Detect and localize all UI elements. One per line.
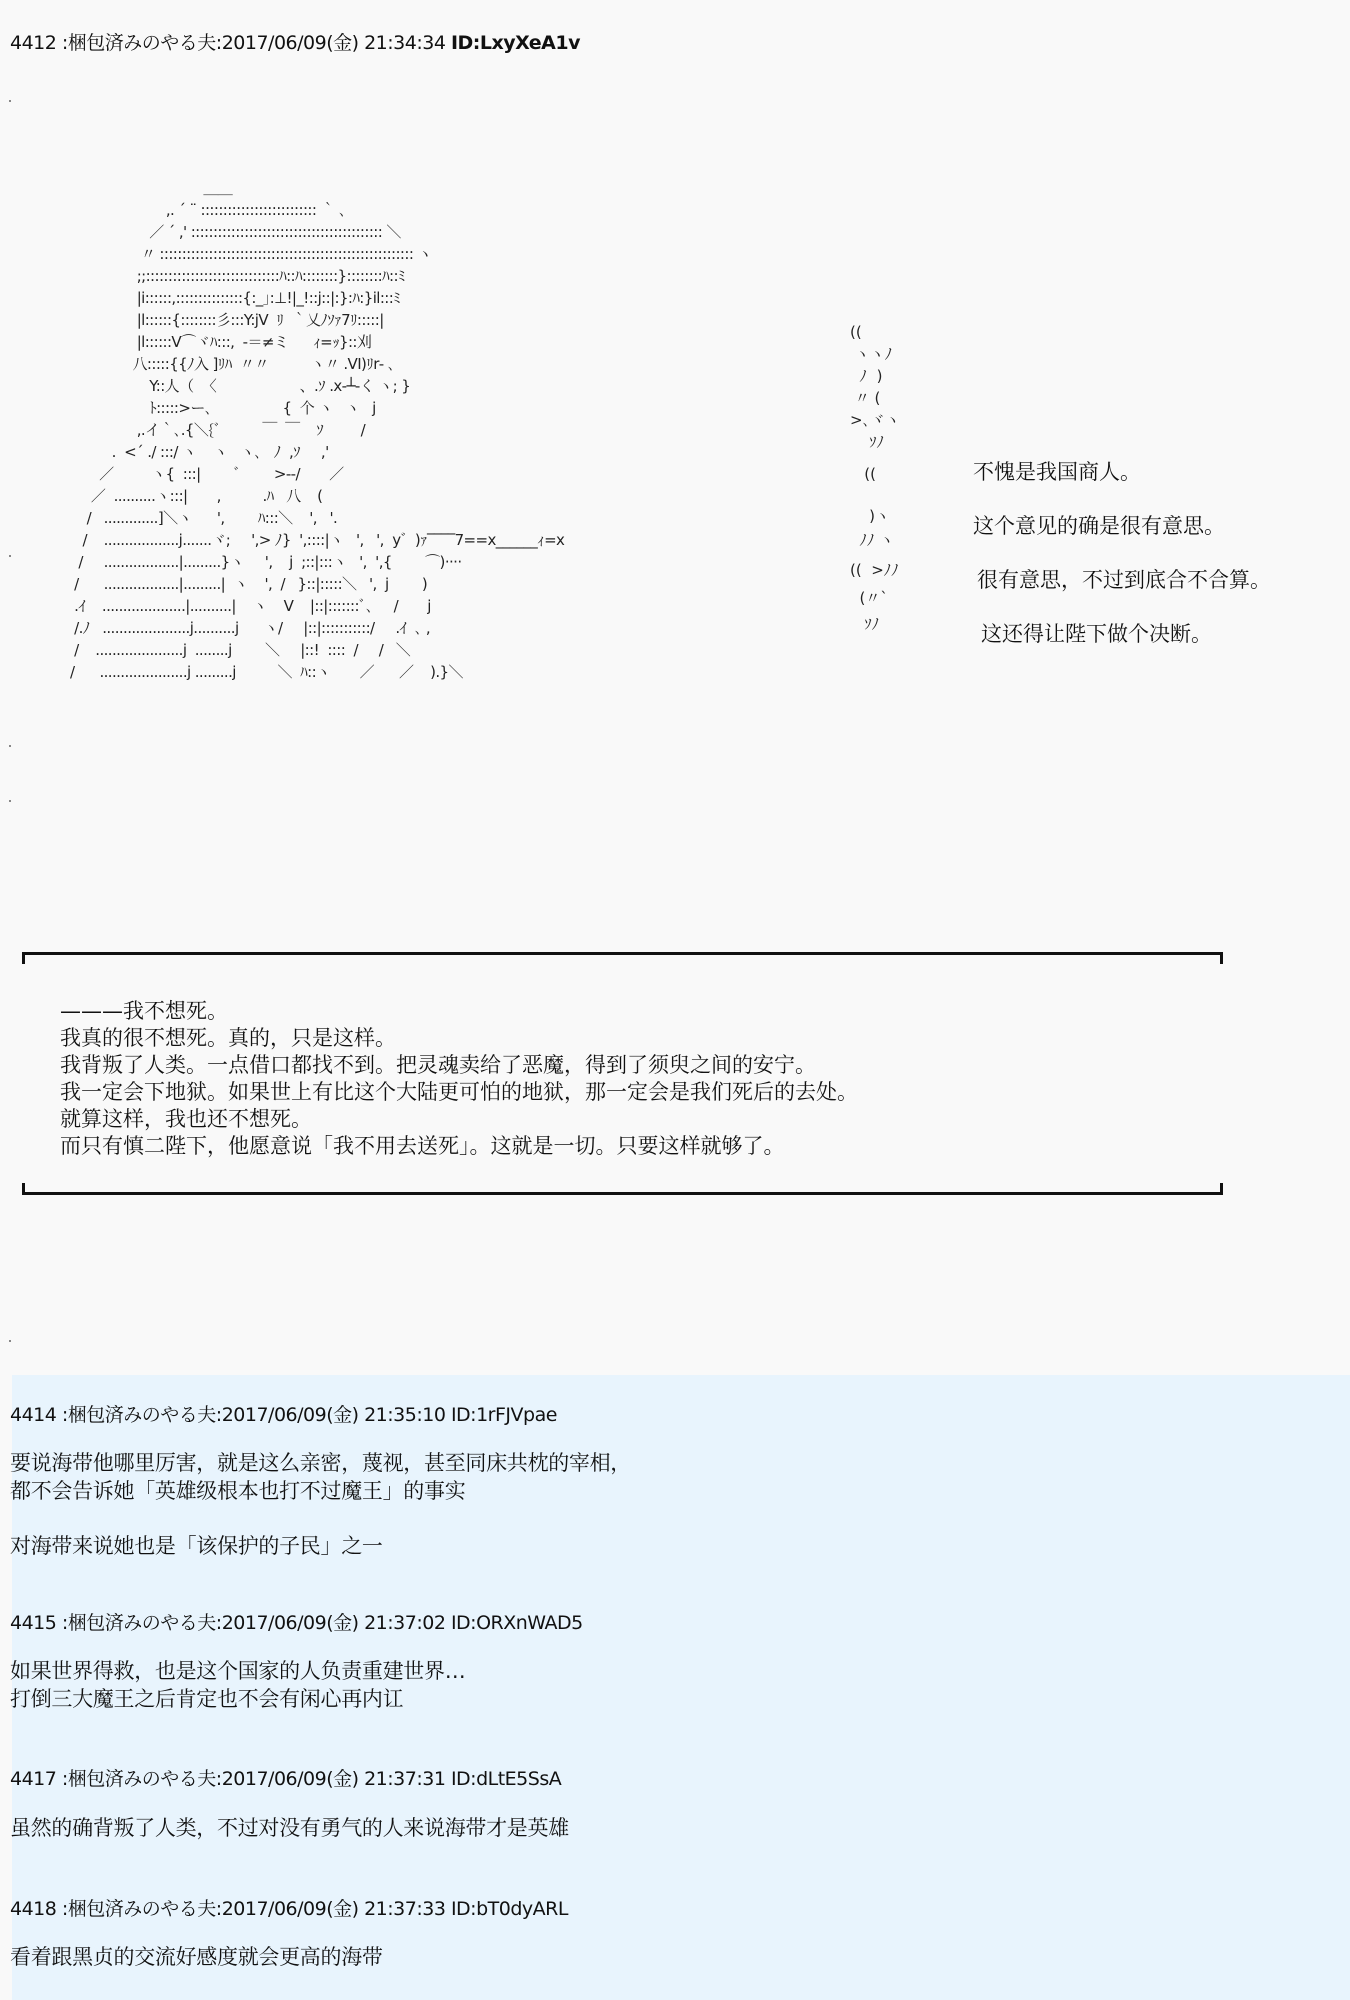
- aa-line: / ..................|.........}ヽ ', j ;::|:::ヽ ', ',{ ⌒)····: [70, 553, 462, 571]
- narration-line: 我背叛了人类。一点借口都找不到。把灵魂卖给了恶魔，得到了须臾之间的安宁。: [60, 1053, 816, 1077]
- dialogue-line: 这还得让陛下做个决断。: [981, 622, 1212, 646]
- post-line: 虽然的确背叛了人类，不过对没有勇气的人来说海带才是英雄: [10, 1816, 569, 1840]
- smoke-line: (( >ﾉﾉ: [850, 561, 899, 579]
- post-header: 4414 :梱包済みのやる夫:2017/06/09(金) 21:35:10 ID:1rFJVpae: [10, 1404, 557, 1426]
- aa-line: |l::::::V⌒ヾﾊ:::, ‐＝≠ミ ｨ=ｯ}::刈: [70, 333, 372, 351]
- post-line: 要说海带他哪里厉害，就是这么亲密，蔑视，甚至同床共枕的宰相，: [10, 1451, 631, 1475]
- post-id[interactable]: ID:LxyXeA1v: [450, 32, 580, 54]
- post-header: 4417 :梱包済みのやる夫:2017/06/09(金) 21:37:31 ID:dLtE5SsA: [10, 1768, 562, 1790]
- post-meta: 4412 :梱包済みのやる夫:2017/06/09(金) 21:34:34: [10, 32, 451, 54]
- dialogue-line: 这个意见的确是很有意思。: [973, 514, 1225, 538]
- aa-line: ,. ´ ¨ :::::::::::::::::::::::::: ｀ ､: [70, 201, 346, 219]
- post-header: 4418 :梱包済みのやる夫:2017/06/09(金) 21:37:33 ID:bT0dyARL: [10, 1898, 568, 1920]
- smoke-line: ﾉ ): [850, 367, 883, 385]
- aa-line: |i::::::,:::::::::::::::{:_｣:⊥!|_!::j::|:}:ﾊ:}il:::ﾐ: [70, 289, 401, 307]
- smoke-line: ((: [850, 323, 862, 341]
- smoke-line: 〃 (: [850, 389, 881, 407]
- aa-line: .ｲ ....................|..........| ヽ V |::|:::::::ﾞ､ / j: [70, 597, 431, 615]
- smoke-line: ｿﾉ: [850, 615, 880, 633]
- edge-dot: [9, 100, 11, 102]
- aa-line: /.ﾉ .....................j..........j ヽ/ |::|:::::::::::/ .ｲ ､ ,: [70, 619, 430, 637]
- smoke-line: ヽヽﾉ: [850, 345, 893, 363]
- edge-dot: [9, 1340, 11, 1342]
- aa-line: . <´ ./ :::/ ヽ ヽ ヽ､ ﾉ ,ｿ ,': [70, 443, 329, 461]
- post-line: 都不会告诉她「英雄级根本也打不过魔王」的事实: [10, 1479, 466, 1503]
- aa-line: 〃 ::::::::::::::::::::::::::::::::::::::::::::::::::::::::: ヽ: [70, 245, 432, 263]
- smoke-line: (〃`: [850, 589, 888, 607]
- post-line: 看着跟黑贞的交流好感度就会更高的海带: [10, 1945, 383, 1969]
- aa-line: ﾄ:::::>ー､ { 个 ヽ ヽ j: [70, 399, 376, 417]
- post-line: 如果世界得救，也是这个国家的人负责重建世界…: [10, 1659, 466, 1683]
- aa-line: |l::::::{::::::::彡:::Y:jV ﾘ ｀乂ﾉｿｧ7ﾘ:::::|: [70, 311, 384, 329]
- narration-line: 而只有慎二陛下，他愿意说「我不用去送死」。这就是一切。只要这样就够了。: [60, 1134, 785, 1158]
- dialogue-line: 不愧是我国商人。: [973, 460, 1141, 484]
- smoke-line: )ヽ: [850, 507, 890, 525]
- edge-dot: [9, 555, 11, 557]
- frame-tick: [22, 1183, 25, 1195]
- aa-line: ,.イ｀､.{＼{ﾞ ￣ ￣ ｿ /: [70, 421, 366, 439]
- smoke-line: >､ヾヽ: [850, 411, 901, 429]
- aa-line: ／ ヽ{ :::| ﾞ >‐‐/ ／: [70, 465, 344, 483]
- aa-line: 八:::::{{ﾉ入 ]ﾘﾊ 〃〃 ヽ〃 .VI)ﾘr‐ ､: [70, 355, 395, 373]
- smoke-line: ((: [850, 465, 877, 483]
- dialogue-line: 很有意思，不过到底合不合算。: [977, 568, 1271, 592]
- aa-line: ／ ´ ,' ::::::::::::::::::::::::::::::::::::::::::: ＼: [70, 223, 401, 241]
- aa-line: Y::人（ 〈 、.ｿ .x‐┴‐く ヽ; }: [70, 377, 411, 395]
- aa-line: / .............]＼ヽ ', ﾊ:::＼ ', '.: [70, 509, 338, 527]
- aa-line: / .....................j .........j ＼ ﾊ::ヽ ／ ／ ).}＼: [70, 663, 463, 681]
- post-line: 对海带来说她也是「该保护的子民」之一: [10, 1534, 383, 1558]
- smoke-line: ｿﾉ: [850, 433, 885, 451]
- post-header-4412: [10, 28, 580, 55]
- edge-dot: [9, 800, 11, 802]
- narration-line: 我一定会下地狱。如果世上有比这个大陆更可怕的地狱，那一定会是我们死后的去处。: [60, 1080, 858, 1104]
- edge-dot: [9, 745, 11, 747]
- frame-tick: [1220, 952, 1223, 964]
- aa-line: ＿＿: [70, 179, 233, 197]
- aa-line: / .....................j ........j ＼ |::! :::: / / ＼: [70, 641, 411, 659]
- post-header: 4415 :梱包済みのやる夫:2017/06/09(金) 21:37:02 ID:ORXnWAD5: [10, 1612, 583, 1634]
- frame-bottom: [22, 1192, 1222, 1195]
- aa-line: ;;::::::::::::::::::::::::::::::ﾊ::ﾊ::::::::}::::::::ﾊ::ﾐ: [70, 267, 405, 285]
- narration-line: ———我不想死。: [60, 999, 228, 1023]
- frame-tick: [1220, 1183, 1223, 1195]
- aa-line: / ..................j.......ヾ; ',> ﾉ} ',::::|ヽ ', ', y゛)ｧ‾‾‾‾7==x______ｨ=x: [70, 531, 565, 549]
- frame-tick: [22, 952, 25, 964]
- narration-line: 就算这样，我也还不想死。: [60, 1107, 312, 1131]
- aa-line: ／ ..........ヽ:::| , .ﾊ 八 (: [70, 487, 323, 505]
- frame-top: [22, 952, 1222, 955]
- narration-line: 我真的很不想死。真的，只是这样。: [60, 1026, 396, 1050]
- aa-line: / ..................|.........| ヽ ', / }::|:::::＼ ', j ): [70, 575, 428, 593]
- smoke-line: ﾉﾉ ヽ: [850, 531, 895, 549]
- post-line: 打倒三大魔王之后肯定也不会有闲心再内讧: [10, 1687, 404, 1711]
